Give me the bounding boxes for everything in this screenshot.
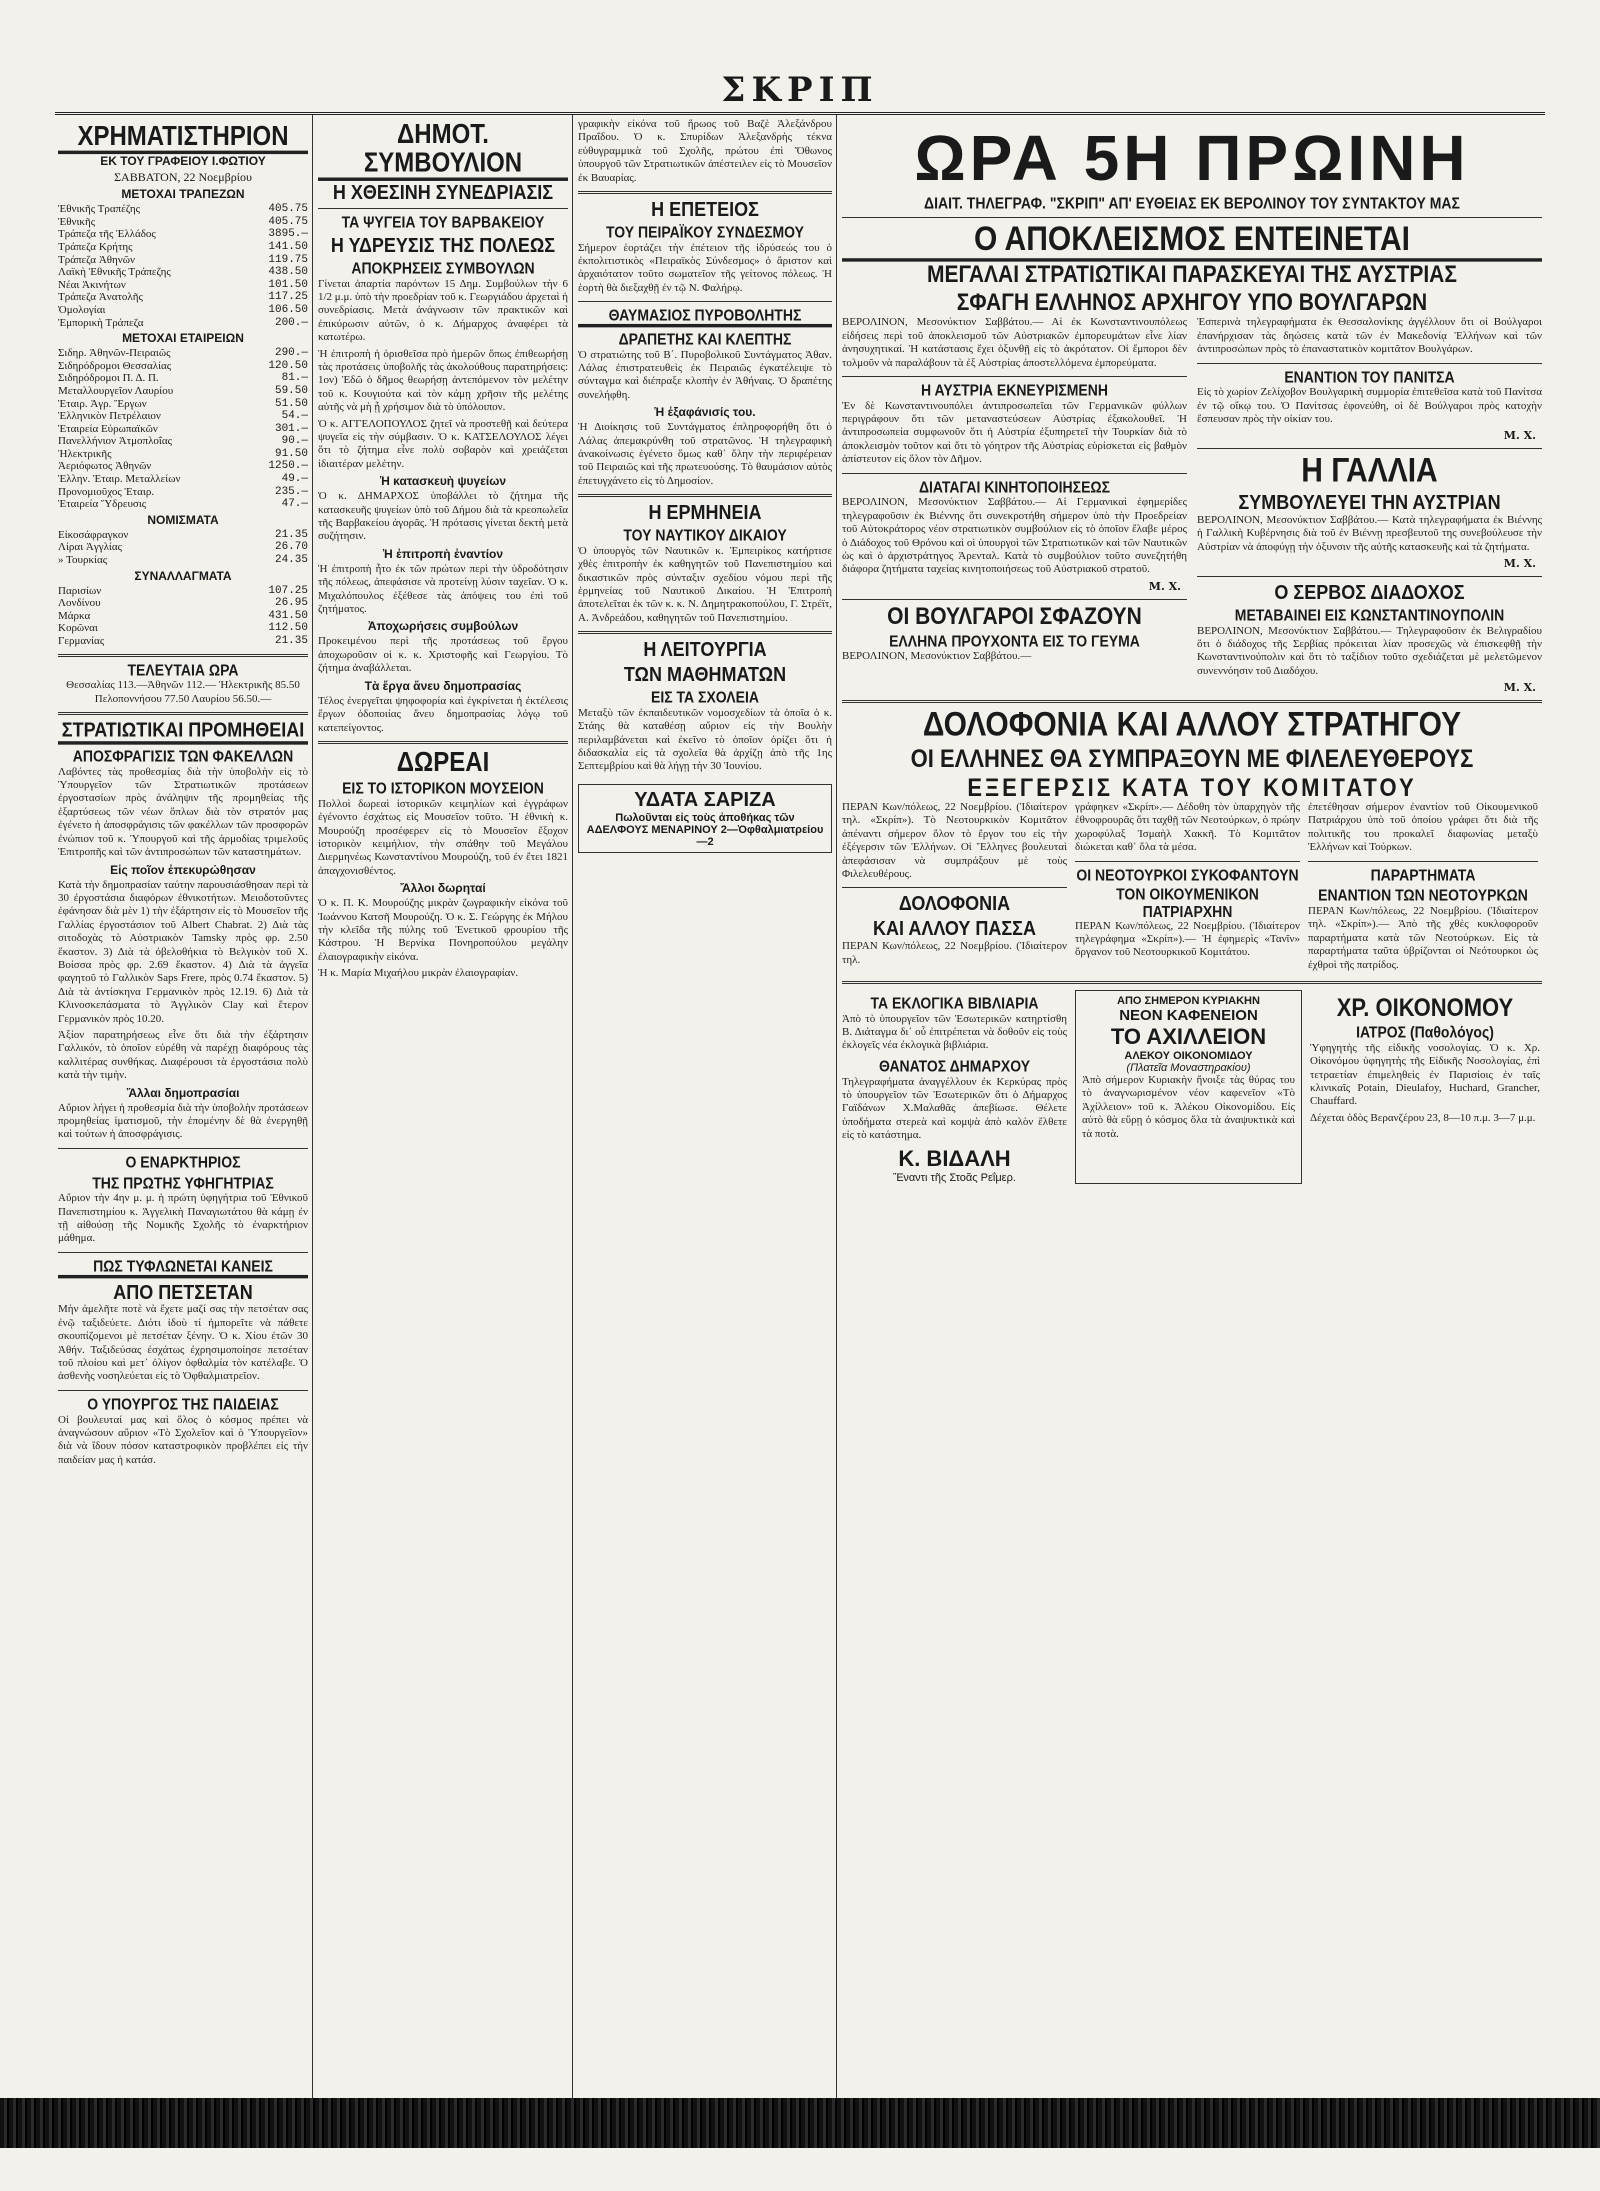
ad-water-title: ΥΔΑΤΑ ΣΑΡΙΖΑ (634, 788, 776, 811)
ad-doctor-title: ΙΑΤΡΟΣ (Παθολόγος) (1356, 1022, 1494, 1042)
column-divider (572, 115, 573, 2100)
subheading-disappearance: Ἡ ἐξαφάνισίς του. (654, 405, 756, 420)
price-label: Ἑταιρ. Ἀγρ. Ἔργων (58, 397, 147, 410)
price-value: 112.50 (268, 622, 308, 635)
price-label: Μάρκα (58, 609, 91, 622)
subheading-donors: Ἄλλοι δωρηταί (400, 881, 486, 896)
price-value: 49.— (281, 473, 308, 486)
ad-cafe-text: Ἀπὸ σήμερον Κυριακὴν ἤνοιξε τὰς θύρας του τὸ ἀναγνωρισμένον νέον καφενεῖον «Τὸ Ἀχίλλειον» τοῦ κ. Ἀλέκου Οἰκονομίδου. Εἰς αὐτὸ θὰ εὕρῃ ὁ κόσμος ὅλα τὰ ἀναψυκτικὰ καὶ τὰ ποτὰ. (1082, 1073, 1295, 1140)
price-label: Σιδηρόδρομοι Π. Δ. Π. (58, 372, 159, 385)
headline-bulgarians-sub: ΕΛΛΗΝΑ ΠΡΟΥΧΟΝΤΑ ΕΙΣ ΤΟ ΓΕΥΜΑ (889, 631, 1140, 650)
headline-booklets: ΤΑ ΕΚΛΟΓΙΚΑ ΒΙΒΛΙΑΡΙΑ (870, 993, 1039, 1013)
article-assassination: ΠΕΡΑΝ Κων/πόλεως, 22 Νοεμβρίου. (Ἰδιαίτερον τηλ. (842, 940, 1067, 966)
ad-cafe-title: ΝΕΟΝ ΚΑΦΕΝΕΙΟΝ (1119, 1006, 1258, 1024)
price-row (58, 473, 308, 486)
ad-water-text: Πωλοῦνται εἰς τοὺς ἀποθήκας τῶν ΑΔΕΛΦΟΥΣ ΜΕΝΑΡΙΝΟΥ 2—Ὀφθαλμιατρείου—2 (586, 811, 824, 848)
price-row (58, 254, 308, 267)
signature: Μ. Χ. (1503, 681, 1536, 695)
article-macedonia: Ἐσπερινὰ τηλεγραφήματα ἐκ Θεσσαλονίκης ἀγγέλλουν ὅτι οἱ Βούλγαροι ἐπανήρχισαν τὰς δηώσεις κατὰ τῶν ἐν Μακεδονίᾳ Ἑλλήνων καὶ τῶν ἀντιπροσώπων πρὸς τὸ ἐπαναστατικὸν κομιτᾶτον Βουλγάρων. (1197, 316, 1542, 356)
price-value: 106.50 (268, 303, 308, 316)
subheading-offers: Εἰς ποῖον ἐπεκυρώθησαν (110, 862, 256, 877)
article-council-5: Ἡ ἐπιτροπὴ ἦτο ἐκ τῶν πρώτων περὶ τὴν ὑδροδότησιν τῆς πόλεως, ἀπεφάσισε νὰ προτείνῃ λύσιν ταχεῖαν. Ὁ κ. Μιχαλόπουλος ἐξέθεσε τὰς ἀπόψεις του ἐπὶ τοῦ ζητήματος. (318, 562, 568, 616)
price-value: 431.50 (268, 609, 308, 622)
headline-slaughter: ΣΦΑΓΗ ΕΛΛΗΝΟΣ ΑΡΧΗΓΟΥ ΥΠΟ ΒΟΥΛΓΑΡΩΝ (956, 289, 1428, 316)
headline-towel-sub: ΑΠΟ ΠΕΤΣΕΤΑΝ (113, 1279, 253, 1303)
article-council-4: Ὁ κ. ΔΗΜΑΡΧΟΣ ὑποβάλλει τὸ ζήτημα τῆς κατασκευῆς ψυγείων ὑπὸ τοῦ Δήμου διὰ τὰ κρεοπωλεῖα τῆς Βαρβακείου ἀγορᾶς. Ἡ πρότασις γίνεται δεκτὴ μετὰ συζήτησιν. (318, 490, 568, 543)
column-market (58, 118, 308, 2093)
headline-blockade: Ο ΑΠΟΚΛΕΙΣΜΟΣ ΕΝΤΕΙΝΕΤΑΙ (842, 221, 1542, 261)
price-row (58, 541, 308, 554)
price-label: Νέαι Ἀκινήτων (58, 278, 126, 291)
ad-doctor-text: Ὑφηγητὴς τῆς εἰδικῆς νοσολογίας. Ὁ κ. Χρ. Οἰκονόμου ὑφηγητὴς τῆς Εἰδικῆς Νοσολογίας, ἐπὶ τετραετίαν ἐπιμεληθεὶς ἐν Παρισίοις ἐν ταῖς κλινικαῖς Potain, Dieulafoy, Huchard, Grancher, Chauffard. (1310, 1041, 1540, 1108)
price-row (58, 635, 308, 648)
price-value: 47.— (281, 498, 308, 511)
headline-slander: ΟΙ ΝΕΟΤΟΥΡΚΟΙ ΣΥΚΟΦΑΝΤΟΥΝ (1076, 865, 1299, 884)
article-offers: Κατὰ τὴν δημοπρασίαν ταύτην παρουσιάσθησαν περὶ τὰ 30 ἐργοστάσια διαφόρων ἐθνικοτήτων. Μειοδοτοῦντες ἐφάνησαν διὰ μὲν 1) τὴν ἐξάρτησιν εἰς τὸ Μουσεῖον τῆς Γαλλίας ἐργοστάσιον τοῦ Albert Chabrat. 2) Διὰ τὰς σιτοδοχὰς τὸ Αὐστριακὸν Tamsky πρὸς φρ. 2.50 ἕκαστον. 3) Διὰ τὰ ὀβελοθήκια τὸ Βελγικὸν τοῦ Χ. Βοίσσα πρὸς φρ. 2.69 ἕκαστον. 4) Διὰ τὰ ἀγγεῖα φαγητοῦ τὸ Γαλλικὸν Saps Frere, πρὸς 0.74 ἕκαστον. 5) Διὰ τὰ ἀντίσκηνα Γερμανικὸν πρὸς 12.19. 6) Διὰ τὰ Κλινοσκεπάσματα τὸ Ἀγγλικὸν Clay καὶ ἕτερον Γερμανικὸν πρὸς 10.20. (58, 878, 308, 1025)
telegrams-left (842, 316, 1187, 694)
headline-lessons: Η ΛΕΙΤΟΥΡΓΙΑ (643, 637, 767, 661)
headline-fridges: ΤΑ ΨΥΓΕΙΑ ΤΟΥ ΒΑΡΒΑΚΕΙΟΥ (341, 213, 545, 232)
article-donors: Ὁ κ. Π. Κ. Μουρούζης μικρὰν ζωγραφικὴν εἰκόνα τοῦ Ἰωάννου Κατσῆ Μουρούζη. Ὁ κ. Σ. Γεώργης ἐκ Μήλου τὴν κλεῖδα τῆς πύλης τοῦ Ἐνετικοῦ φρουρίου τῆς Κάστρου. Ἡ Βερνίκα Πονηροπούλου μεγάλην ἐλαιογραφικὴν εἰκόνα. (318, 897, 568, 963)
price-value: 90.— (281, 435, 308, 448)
price-label: Γερμανίας (58, 635, 105, 647)
headline-museum: ΕΙΣ ΤΟ ΙΣΤΟΡΙΚΟΝ ΜΟΥΣΕΙΟΝ (342, 778, 544, 798)
price-label: Λίραι Ἀγγλίας (58, 541, 122, 554)
price-row (58, 304, 308, 317)
article-council-3: Ὁ κ. ΑΓΓΕΛΟΠΟΥΛΟΣ ζητεῖ νὰ προστεθῇ καὶ δεύτερα ψυγεῖα εἰς τὴν σύμβασιν. Ὁ κ. ΚΑΤΣΕΛΟΥΛΟΣ λέγει ὅτι τὸ ζήτημα εἶνε πολὺ σοβαρὸν καὶ χρειάζεται ἰδιαιτέραν μελέτην. (318, 417, 568, 470)
price-value: 54.— (281, 410, 308, 423)
ad-doctor-hours: Δέχεται ὁδὸς Βερανζέρου 23, 8—10 π.μ. 3—7 μ.μ. (1310, 1111, 1536, 1124)
divider (318, 741, 568, 744)
price-label: Ἑλληνικὸν Πετρέλαιον (58, 410, 161, 423)
price-label: Παρισίων (58, 584, 102, 597)
headline-france: Η ΓΑΛΛΙΑ (1301, 451, 1438, 490)
subheading-withdrawals: Ἀποχωρήσεις συμβούλων (367, 619, 519, 634)
ad-cafe-owner: ΑΛΕΚΟΥ ΟΙΚΟΝΟΜΙΔΟΥ (1124, 1049, 1253, 1062)
divider (842, 473, 1187, 474)
divider (842, 599, 1187, 600)
column-council (318, 118, 568, 2093)
article-naval-law: Ὁ ὑπουργὸς τῶν Ναυτικῶν κ. Ἐμπειρίκος κατήρτισε χθὲς ἐπιτροπὴν ἐκ καθηγητῶν τοῦ Πανεπιστημίου καὶ δικαστικῶν πρὸς σύνταξιν σχεδίου νόμου περὶ τῆς ἑρμηνείας τοῦ Ναυτικοῦ Δικαίου. Ἡ Ἐπιτροπὴ ἀποτελεῖται ἐκ τῶν κ. κ. Ν. Δημητρακοπούλου, Γ. Στρέϊτ, Α. Ἀνδρεάδου, καθηγητῶν τοῦ Πανεπιστημίου. (578, 544, 832, 624)
price-value: 21.35 (274, 635, 308, 647)
price-label: Λονδίνου (58, 597, 101, 610)
bank-shares-list (58, 203, 308, 329)
article-towel: Μὴν ἀμελῆτε ποτὲ νὰ ἔχετε μαζί σας τὴν πετσέταν σας ἐνῷ ταξιδεύετε. Διότι ἰδοὺ τί ἠμπορεῖτε νὰ πάθετε σκουπίζομενοι μὲ πετσέταν ξένην. Ὁ κ. Χίου ἐτῶν 30 Ἀθήν. Ταξιδεύσας ἐσχάτως ἐχρησιμοποίησε πετσέταν τοῦ πλοίου καὶ μετ᾽ ὀλίγον ὀφθαλμία τὸν κατέλαβε. Ὁ ἀσθενὴς νοσηλεύεται εἰς τὸ Ὀφθαλμιατρεῖον. (58, 1303, 308, 1383)
headline-gunner: ΘΑΥΜΑΣΙΟΣ ΠΥΡΟΒΟΛΗΤΗΣ (578, 307, 832, 327)
price-label: Ἀεριόφωτος Ἀθηνῶν (58, 460, 152, 473)
price-row (58, 228, 308, 241)
price-value: 438.50 (268, 266, 308, 279)
price-label: Ἑταιρεία Ὕδρευσις (58, 498, 147, 511)
price-value: 24.35 (274, 554, 308, 567)
article-council-1: Γίνεται ἀπαρτία παρόντων 15 Δημ. Συμβούλων τὴν 6 1/2 μ.μ. ὑπὸ τὴν προεδρίαν τοῦ κ. Γεωργιάδου ἀρχεταὶ ἡ συνεδρίασις. Μετὰ ἀνάγνωσιν τῶν πρακτικῶν καὶ ἐπικύρωσιν αὐτῶν, ὁ κ. Δήμαρχος ἀναφέρει τὰ κατωτέρω. (318, 277, 568, 344)
banner-headline: ΩΡΑ 5Η ΠΡΩΙΝΗ (914, 122, 1470, 194)
article-austria: Ἐν δὲ Κωνσταντινουπόλει ἀντιπροσωπεῖαι τῶν Γερμανικῶν φύλλων περιγράφουν ὅτι τῶν μεταναστεύσεων Αὐστρίας ἐξακολουθεῖ. Ἡ ἀντιπροσωπεία συμφωνοῦν ὅτι ἡ Αὐστρία ἐξυπηρετεῖ τὴν Τουρκίαν διὰ τὸ ἀποκλεισμὸν τοῦτον καὶ ὅτι τὸ γόητρον τῆς Αὐστρίας εὑρίσκεται εἰς βαθμὸν ἀπίστευτον εἰς ὅλον τὸν Δῆμον. (842, 399, 1187, 466)
price-label: Μεταλλουργεῖον Λαυρίου (58, 384, 174, 397)
article-council-7: Τέλος ἐνεργεῖται ψηφοφορία καὶ ἐγκρίνεται ἡ ἐκτέλεσις ἔργων ὁδοποιίας ἄνευ δημοπρασίας λόγῳ τοῦ κατεπείγοντος. (318, 694, 568, 734)
headline-anniversary: Η ΕΠΕΤΕΙΟΣ (651, 197, 759, 221)
headline-slander-sub: ΤΟΝ ΟΙΚΟΥΜΕΝΙΚΟΝ ΠΑΤΡΙΑΡΧΗΝ (1116, 884, 1259, 921)
divider (1075, 861, 1300, 862)
signature: Μ. Χ. (1148, 579, 1181, 593)
price-row (58, 398, 308, 411)
price-value: 120.50 (268, 359, 308, 372)
column-divider (312, 115, 313, 2100)
price-row (58, 460, 308, 473)
divider (1308, 861, 1538, 862)
subheading-fridges: Ἡ κατασκευὴ ψυγείων (379, 474, 507, 489)
revolt-row (842, 801, 1542, 975)
price-row (58, 448, 308, 461)
bottom-col-1 (842, 990, 1067, 1184)
price-label: Τράπεζα Κρήτης (58, 240, 133, 253)
divider (842, 217, 1542, 218)
ad-vidali: Κ. ΒΙΔΑΛΗ (898, 1145, 1011, 1171)
price-value: 51.50 (274, 397, 308, 410)
divider (578, 191, 832, 194)
article-france: ΒΕΡΟΛΙΝΟΝ, Μεσονύκτιον Σαββάτου.— Κατὰ τηλεγραφήματα ἐκ Βιέννης ἡ Γαλλικὴ Κυβέρνησις διὰ τοῦ ἐν Βιέννῃ πρεσβευτοῦ της συνεβούλευσε τὴν Αὐστρίαν νὰ ἀποφύγῃ τὴν ὀξυνσιν τῆς αὐτῆς κατασκευῆς καὶ τὰ ζητήματα. (1197, 513, 1542, 553)
divider (842, 376, 1187, 377)
ad-cafe-name: ΤΟ ΑΧΙΛΛΕΙΟΝ (1110, 1023, 1267, 1049)
price-row (58, 372, 308, 385)
price-row (58, 291, 308, 304)
divider (578, 631, 832, 634)
headline-serbian: Ο ΣΕΡΒΟΣ ΔΙΑΔΟΧΟΣ (1274, 580, 1465, 604)
column-divider (836, 115, 837, 2100)
price-row (58, 410, 308, 423)
headline-military-sub: ΑΠΟΣΦΡΑΓΙΣΙΣ ΤΩΝ ΦΑΚΕΛΛΩΝ (72, 746, 294, 766)
price-row (58, 554, 308, 567)
advertisement-water (578, 784, 832, 853)
headline-panitsa: ΕΝΑΝΤΙΟΝ ΤΟΥ ΠΑΝΙΤΣΑ (1284, 367, 1455, 386)
price-value: 405.75 (268, 203, 308, 216)
divider (1197, 363, 1542, 364)
price-row (58, 486, 308, 499)
column-misc (578, 118, 832, 2093)
headline-interpretation: Η ΕΡΜΗΝΕΙΑ (648, 500, 762, 524)
divider (1197, 448, 1542, 449)
price-value: 117.25 (268, 291, 308, 304)
company-shares-list (58, 347, 308, 511)
price-label: Ἐθνικῆς Τραπέζης (58, 203, 141, 216)
headline-mobilization: ΔΙΑΤΑΓΑΙ ΚΙΝΗΤΟΠΟΙΗΣΕΩΣ (918, 477, 1111, 496)
divider (1197, 576, 1542, 577)
last-hour-title: ΤΕΛΕΥΤΑΙΑ ΩΡΑ (127, 660, 239, 679)
price-label: Τράπεζα τῆς Ἑλλάδος (58, 228, 156, 241)
article-council-6: Προκειμένου περὶ τῆς προτάσεως τοῦ ἔργου ἀποχωροῦσιν οἱ κ. κ. Χριστοφῆς καὶ Γεωργίου. Τὸ ζήτημα ἀναβάλλεται. (318, 635, 568, 675)
price-value: 119.75 (268, 253, 308, 266)
price-row (58, 241, 308, 254)
ad-doctor: ΧΡ. ΟΙΚΟΝΟΜΟΥ (1336, 993, 1514, 1022)
divider (58, 712, 308, 715)
signature: Μ. Χ. (1503, 429, 1536, 443)
price-row (58, 279, 308, 292)
headline-minister: Ο ΥΠΟΥΡΓΟΣ ΤΗΣ ΠΑΙΔΕΙΑΣ (87, 1394, 279, 1413)
price-row (58, 385, 308, 398)
headline-mayor: ΘΑΝΑΤΟΣ ΔΗΜΑΡΧΟΥ (878, 1056, 1031, 1075)
price-row (58, 266, 308, 279)
article-lessons: Μεταξὺ τῶν ἐκπαιδευτικῶν νομοσχεδίων τὰ ὁποῖα ὁ κ. Στάης θὰ καταθέσῃ αὔριον εἰς τὴν Βουλὴν περιλαμβάνεται καὶ ἐκεῖνο τὸ ὁποῖον ὁρίζει ὅτι ἡ διδασκαλία εἰς τὰ σχολεῖα θὰ ἀρχίζῃ ἀπὸ τῆς 1ης Σεπτεμβρίου καὶ θὰ λήγῃ τὴν 30 Ἰουνίου. (578, 706, 832, 773)
price-row (58, 622, 308, 635)
article-disappearance: Ἡ Διοίκησις τοῦ Συντάγματος ἐπληροφορήθη ὅτι ὁ Λάλας ἀπεμακρύνθη τοῦ στρατῶνος. Ἡ τηλεγραφικὴ ἀνακοίνωσις ἐγένετο ὅμως καθ᾽ ὅλην τὴν περιφέρειαν τοῦ Πειραιῶς καὶ τῆς πρωτευούσης. Τὸ θαυμάσιον αὐτὸς ἐπετυγχάνετο εἰς τὸ Δημοσίον. (578, 421, 832, 487)
article-continued: γραφικὴν εἰκόνα τοῦ ἥρωος τοῦ Βαζὲ Ἀλεξάνδρου Πραΐδου. Ὁ κ. Σπυρίδων Ἀλεξανδρὴς τέκνα εὐθυγραμμικὰ τοῦ Σχολῆς, πρώτου ἐπὶ Ὄθωνος ὑπουργοῦ τῶν Στρατιωτικῶν ἀπέστειλεν εἰς τὸ Μουσεῖον ἐκ Βαυαρίας. (578, 118, 832, 184)
price-value: 141.50 (268, 240, 308, 253)
article-fugitive: Ὁ στρατιώτης τοῦ Β΄. Πυροβολικοῦ Συντάγματος Ἀθαν. Λάλας ἐπιστρατευθεὶς ἐκ Πειραιῶς ἐγκατέλειψε τὸ σύνταγμα καὶ διέπραξε κλοπὴν ἐν Ἀθήναις. Ὁ δραπέτης συνελήφθη. (578, 348, 832, 401)
ad-cafe (1075, 990, 1302, 1184)
price-row (58, 529, 308, 542)
coins-list (58, 529, 308, 567)
revolt-col-3 (1308, 801, 1538, 975)
last-hour-text: Θεσσαλίας 113.—Ἀθηνῶν 112.— Ἠλεκτρικῆς 85.50 Πελοποννήσου 77.50 Λαυρίου 56.50.— (66, 679, 300, 705)
article-slander: ΠΕΡΑΝ Κων/πόλεως, 22 Νοεμβρίου. (Ἰδιαίτερον τηλεγράφημα «Σκρίπ»).— Ἡ ἐφημερὶς «Τανῖν» ὄργανον τοῦ Νεοτουρκικοῦ Κομιτάτου. (1075, 919, 1300, 959)
scan-edge-strip (0, 2098, 1600, 2148)
price-row (58, 610, 308, 623)
article-serbian: ΒΕΡΟΛΙΝΟΝ, Μεσονύκτιον Σαββάτου.— Τηλεγραφοῦσιν ἐκ Βελιγραδίου ὅτι ὁ διάδοχος τῆς Σερβίας πρόκειται λίαν προσεχῶς νὰ ἐπισκεφθῇ τὴν Κωνσταντινούπολιν καὶ ὅτι τὸ ταξίδιον τοῦτο σχεδιάζεται μὲ μελετῶμενον συνεννόησιν τοῦ Διαδόχου. (1197, 624, 1542, 677)
headline-austria-prep: ΜΕΓΑΛΑΙ ΣΤΡΑΤΙΩΤΙΚΑΙ ΠΑΡΑΣΚΕΥΑΙ ΤΗΣ ΑΥΣΤΡΙΑΣ (927, 261, 1457, 288)
price-value: 21.35 (274, 528, 308, 541)
heading-exchange: ΣΥΝΑΛΛΑΓΜΑΤΑ (134, 568, 232, 583)
telegrams-right (1197, 316, 1542, 694)
headline-lecture-sub: ΤΗΣ ΠΡΩΤΗΣ ΥΦΗΓΗΤΡΙΑΣ (92, 1173, 274, 1192)
bottom-col-3 (1310, 990, 1540, 1184)
market-title: ΧΡΗΜΑΤΙΣΤΗΡΙΟΝ (58, 122, 308, 154)
article-bulgarians: ΒΕΡΟΛΙΝΟΝ, Μεσονύκτιον Σαββάτου.— (842, 650, 1032, 663)
ad-cafe-location: (Πλατεῖα Μοναστηρακίου) (1126, 1061, 1251, 1074)
price-value: 405.75 (268, 215, 308, 228)
divider (842, 887, 1067, 888)
headline-france-sub: ΣΥΜΒΟΥΛΕΥΕΙ ΤΗΝ ΑΥΣΤΡΙΑΝ (1238, 490, 1501, 514)
price-value: 290.— (274, 347, 308, 360)
price-row (58, 216, 308, 229)
headline-leaflets: ΠΑΡΑΡΤΗΜΑΤΑ (1370, 865, 1476, 884)
headline-council: ΔΗΜΟΤ. ΣΥΜΒΟΥΛΙΟΝ (318, 120, 568, 181)
price-label: Προνομιοῦχος Ἑταιρ. (58, 485, 155, 498)
headline-resignations: ΑΠΟΚΡΗΣΕΙΣ ΣΥΜΒΟΥΛΩΝ (351, 258, 535, 277)
market-date: ΣΑΒΒΑΤΟΝ, 22 Νοεμβρίου (114, 170, 252, 185)
article-revolt-b: γράφηκεν «Σκρίπ».— Δέδοθη τὸν ὑπαρχηγὸν τῆς ἐθνοφρουρᾶς ὅτι ταχθῇ τῶν Νεοτούρκων, ὁ πρώην χωροφύλαξ Ἰσμαὴλ Χακκῆ. Τὸ Κομιτᾶτον διώκεται καθ᾽ ὅλα τὰ μέσα. (1075, 800, 1300, 854)
headline-revolt: ΕΞΕΓΕΡΣΙΣ ΚΑΤΑ ΤΟΥ ΚΟΜΙΤΑΤΟΥ (967, 772, 1417, 802)
price-label: Ἑλλην. Ἑταιρ. Μεταλλείων (58, 473, 181, 486)
divider (842, 700, 1542, 703)
masthead-rule (55, 112, 1545, 115)
subheading-works: Τὰ ἔργα ἄνευ δημοπρασίας (364, 678, 522, 693)
headline-military: ΣΤΡΑΤΙΩΤΙΚΑΙ ΠΡΟΜΗΘΕΙΑΙ (58, 719, 308, 744)
heading-bank-shares: ΜΕΤΟΧΑΙ ΤΡΑΠΕΖΩΝ (121, 187, 245, 202)
divider (842, 981, 1542, 984)
price-row (58, 498, 308, 511)
price-value: 26.70 (274, 541, 308, 554)
headline-bulgarians: ΟΙ ΒΟΥΛΓΑΡΟΙ ΣΦΑΖΟΥΝ (887, 602, 1142, 630)
price-row (58, 585, 308, 598)
bottom-row (842, 990, 1542, 1184)
article-leaflets: ΠΕΡΑΝ Κων/πόλεως, 22 Νοεμβρίου. (Ἰδιαίτερον τηλ. «Σκρίπ»).— Ἀπὸ τῆς χθὲς κυκλοφοροῦν παραρτήματα κατὰ τῶν Νεοτούρκων. Εἰς τὰ παραρτήματα ταῦτα ὑβρίζονται οἱ Νεότουρκοι ὡς ἐχθροὶ τῆς πατρίδος. (1308, 904, 1538, 971)
article-donations: Πολλοὶ δωρεαὶ ἱστορικῶν κειμηλίων καὶ ἐγγράφων ἐγένοντο ἐσχάτως εἰς Μουσεῖον τοῦτο. Ἡ ἐθνικὴ κ. Μουρούζη προσέφερεν εἰς τὸ Μουσεῖον ἔξοχον ἱστορικὸν κειμήλιον, τὴν σπάθην τοῦ Μεγάλου Διερμηνέως Κωνσταντίνου Μουρούζη, τοῦ ἐν ἔτει 1821 ἀπαγχονισθέντος. (318, 797, 568, 877)
headline-murder-general: ΔΟΛΟΦΟΝΙΑ ΚΑΙ ΑΛΛΟΥ ΣΤΡΑΤΗΓΟΥ (922, 705, 1462, 744)
headline-serbian-sub: ΜΕΤΑΒΑΙΝΕΙ ΕΙΣ ΚΩΝΣΤΑΝΤΙΝΟΥΠΟΛΙΝ (1234, 605, 1505, 625)
price-label: Πανελλήνιον Ἀτμοπλοΐας (58, 435, 173, 448)
divider (318, 208, 568, 209)
headline-donations: ΔΩΡΕΑΙ (396, 746, 490, 778)
price-row (58, 203, 308, 216)
price-row (58, 317, 308, 330)
article-revolt-c: ἐπετέθησαν σήμερον ἐναντίον τοῦ Οἰκουμενικοῦ Πατριάρχου ὑπὸ τοῦ ὁποίου γράφει ὅτι διὰ τῆς πολιτικῆς του προκαλεῖ διαφωνίας μεταξὺ Ἑλλήνων καὶ Τούρκων. (1308, 800, 1538, 854)
article-panitsa: Εἰς τὸ χωρίον Ζελίχοβον Βουλγαρικὴ συμμορία ἐπιτεθεῖσα κατὰ τοῦ Πανίτσα ἐν τῷ οἴκῳ του. Ὁ Πανίτσας ἐφονεύθη, οἱ δὲ Βούλγαροι πρὸς κατοχὴν ἔσπευσαν πρὸς τὴν οἰκίαν του. (1197, 386, 1542, 425)
exchange-list (58, 585, 308, 648)
divider (58, 654, 308, 657)
headline-lecture: Ο ΕΝΑΡΚΤΗΡΙΟΣ (125, 1152, 241, 1171)
article-revolt-a: ΠΕΡΑΝ Κων/πόλεως, 22 Νοεμβρίου. (Ἰδιαίτερον τηλ. «Σκρίπ»). Τὸ Νεοτουρκικὸν Κομιτᾶτον ἀπέναντι σήμερον ὅλον τὸ ἔργον του εἰς τὴν ἐξέγερσιν τῶν Ἑλλήνων. Οἱ Ἕλληνες βουλευταὶ ἀπεφάσισαν νὰ συμπράξουν μὲ τοὺς Φιλελευθέρους. (842, 800, 1067, 880)
headline-naval-law: ΤΟΥ ΝΑΥΤΙΚΟΥ ΔΙΚΑΙΟΥ (623, 525, 787, 545)
article-auctions: Αὔριον λήγει ἡ προθεσμία διὰ τὴν ὑποβολὴν προτάσεων προμηθείας ἱματισμοῦ, τὴν ἑπομένην δὲ θὰ ἐνεργηθῇ καὶ τούτων ἡ ἀποσφράγισις. (58, 1101, 308, 1141)
price-label: Ἐμπορικὴ Τράπεζα (58, 316, 144, 329)
headline-water: Η ΥΔΡΕΥΣΙΣ ΤΗΣ ΠΟΛΕΩΣ (330, 233, 556, 257)
price-label: Ἑταιρεία Εὐρωπαϊκῶν (58, 422, 158, 435)
headline-lessons-2: ΤΩΝ ΜΑΘΗΜΑΤΩΝ (623, 662, 787, 686)
article-offers-2: Ἀξίον παρατηρήσεως εἶνε ὅτι διὰ τὴν ἐξάρτησιν Γαλλικόν, τὸ ὁποῖον εὑρέθη νὰ παρέχῃ διαφόρους τὰς καλλιτέρας συνθήκας. Διαφέρουσι τὰ ἐργοστάσια πολὺ κατὰ τὴν τιμὴν. (58, 1028, 308, 1082)
divider (578, 301, 832, 302)
divider (58, 1148, 308, 1149)
headline-lessons-3: ΕΙΣ ΤΑ ΣΧΟΛΕΙΑ (651, 687, 759, 707)
article-council-2: Ἡ ἐπιτροπὴ ἡ ὁρισθεῖσα πρὸ ἡμερῶν ὅπως ἐπιθεωρήσῃ τὰς προτάσεις ὑποβολῆς τὰς ἀκολούθους παρατηρήσεις: 1ον) Ἐδῶ ὁ δῆμος θεωρήσῃ ἀντεπόμενον τὸν μελέτην τοῦ κ. Κουγιούτα καὶ τὸν κάμῃ χρῆσιν τῆς μελέτης αὐτῆς νὰ μὴ ᾗ χρήσιμον διὰ τὸ ὑπόλοιπον. (318, 347, 568, 414)
price-value: 235.— (274, 485, 308, 498)
price-label: Ἠλεκτρικῆς (58, 447, 112, 460)
price-label: Σιδηρόδρομοι Θεσσαλίας (58, 359, 172, 372)
price-label: Ὁμολογίαι (58, 303, 106, 316)
headline-towel: ΠΩΣ ΤΥΦΛΩΝΕΤΑΙ ΚΑΝΕΙΣ (58, 1258, 308, 1278)
price-row (58, 597, 308, 610)
price-value: 101.50 (268, 278, 308, 291)
article-military: Λαβόντες τὰς προθεσμίας διὰ τὴν ὑποβολὴν εἰς τὸ Ὑπουργεῖον τῶν Στρατιωτικῶν προτάσεων ἐργοστασίων πρὸς ἀνάληψιν τῆς προμηθείας τῆς ἐξαρτύσεως τῶν νέων ὅπλων διὰ τὸν στρατόν μας ἐγένετο ἡ ἀποσφράγισις τῶν φακέλλων τῶν προσφορῶν ἐνώπιον τοῦ κ. Ὑπουργοῦ καὶ τῆς ἁρμοδίας τριμελοῦς Ἐπιτροπῆς καὶ τῶν ἀντιπροσώπων τῶν καταστημάτων. (58, 765, 308, 859)
market-source: ΕΚ ΤΟΥ ΓΡΑΦΕΙΟΥ Ι.ΦΩΤΙΟΥ (100, 154, 266, 169)
banner-subtitle: ΔΙΑΙΤ. ΤΗΛΕΓΡΑΦ. "ΣΚΡΙΠ" ΑΠ' ΕΥΘΕΙΑΣ ΕΚ ΒΕΡΟΛΙΝΟΥ ΤΟΥ ΣΥΝΤΑΚΤΟΥ ΜΑΣ (924, 193, 1460, 213)
subheading-auctions: Ἄλλαι δημοπρασίαι (126, 1085, 240, 1100)
price-label: Εἰκοσάφραγκον (58, 528, 129, 541)
price-row (58, 360, 308, 373)
section-telegrams (842, 118, 1542, 2093)
divider (58, 1390, 308, 1391)
divider (58, 1252, 308, 1253)
article-mobilization: ΒΕΡΟΛΙΝΟΝ, Μεσονύκτιον Σαββάτου.— Αἱ Γερμανικαὶ ἐφημερίδες τηλεγραφοῦσιν ἐκ Βιέννης ὅτι συνεκροτήθη σήμερον ὑπὸ τὴν Προεδρείαν τοῦ Αὐτοκράτορος νέον στρατιωτικὸν συμβούλιον εἰς τὸ ὁποῖον ἔλαβε μέρος ὁ Διάδοχος τοῦ Θρόνου καὶ οἱ ὑπουργοὶ τῶν Στρατιωτικῶν καὶ τῶν Ναυτικῶν ὡς καὶ ὁ ἀρχιστράτηγος Ἀρενταλ. Κατὰ τὸ συμβούλιον τοῦτο συνεζητήθη διάφορα ζητήματα ταχείας κινητοποιήσεως τοῦ Αὐστριακοῦ στρατοῦ. (842, 496, 1187, 576)
telegrams-row-1 (842, 316, 1542, 694)
price-value: 107.25 (268, 584, 308, 597)
price-value: 200.— (274, 316, 308, 329)
headline-greeks-liberals: ΟΙ ΕΛΛΗΝΕΣ ΘΑ ΣΥΜΠΡΑΞΟΥΝ ΜΕ ΦΙΛΕΛΕΥΘΕΡΟΥΣ (910, 743, 1474, 773)
price-row (58, 423, 308, 436)
headline-assassination: ΔΟΛΟΦΟΝΙΑ (898, 891, 1011, 915)
headline-council-session: Η ΧΘΕΣΙΝΗ ΣΥΝΕΔΡΙΑΣΙΣ (332, 180, 554, 204)
price-value: 3895.— (268, 228, 308, 241)
revolt-col-2 (1075, 801, 1300, 975)
price-value: 91.50 (274, 447, 308, 460)
price-value: 1250.— (268, 460, 308, 473)
signature: Μ. Χ. (1503, 557, 1536, 571)
headline-assassination-sub: ΚΑΙ ΑΛΛΟΥ ΠΑΣΣΑ (873, 916, 1036, 940)
price-row (58, 347, 308, 360)
headline-piraeus: ΤΟΥ ΠΕΙΡΑΪΚΟΥ ΣΥΝΔΕΣΜΟΥ (605, 222, 804, 242)
revolt-col-1 (842, 801, 1067, 975)
article-booklets: Ἀπὸ τὸ ὑπουργεῖον τῶν Ἐσωτερικῶν κατηρτίσθη Β. Διάταγμα δι᾽ οὗ ἐπιτρέπεται νὰ δοθοῦν εἰς τοὺς ἐκλογεῖς νέα ἐκλογικὰ βιβλιάρια. (842, 1012, 1067, 1052)
price-label: Σιδηρ. Ἀθηνῶν-Πειραιῶς (58, 347, 171, 360)
ad-vidali-address: Ἔναντι τῆς Στοᾶς Ρεΐμερ. (893, 1171, 1016, 1184)
price-label: Τράπεζα Ἀθηνῶν (58, 253, 135, 266)
price-value: 26.95 (274, 597, 308, 610)
article-blockade: ΒΕΡΟΛΙΝΟΝ, Μεσονύκτιον Σαββάτου.— Αἱ ἐκ Κωνσταντινουπόλεως εἰδήσεις περὶ τοῦ ἀποκλεισμοῦ τῶν Αὐστριακῶν ἐμπορευμάτων εἶνε λίαν ἀνησυχητικαί. Ἡ κατάστασις ἔχει ὀξυνθῇ εἰς τὸ ἀκρότατον. Οἱ ἔμποροι δὲν τολμοῦν νὰ παραλάβουν τὰ ἐξ Αὐστρίας ἀποστελλόμενα ἐμπορεύματα. (842, 316, 1187, 369)
price-row (58, 435, 308, 448)
price-value: 301.— (274, 422, 308, 435)
article-lecture: Αὔριον τὴν 4ην μ. μ. ἡ πρώτη ὑφηγήτρια τοῦ Ἐθνικοῦ Πανεπιστημίου κ. Ἀγγελικὴ Παναγιωτάτου θὰ κάμῃ ἐν τῇ αἰθούσῃ τῆς Νομικῆς Σχολῆς τὸ ἐναρκτήριον μάθημα. (58, 1192, 308, 1245)
ad-cafe-top: ΑΠΟ ΣΗΜΕΡΟΝ ΚΥΡΙΑΚΗΝ (1117, 994, 1260, 1007)
article-anniversary: Σήμερον ἑορτάζει τὴν ἐπέτειον τῆς ἱδρύσεώς του ὁ ἐκπολιτιστικὸς «Πειραϊκὸς Σύνδεσμος» ὁ ἄριστον καὶ ἀρχαιότατον τοῦτο σωματεῖον τῆς γείτονος πόλεως. Ἡ ἑορτὴ θὰ διεξαχθῇ ἐν τῷ Ν. Φαλήρῳ. (578, 241, 832, 294)
article-minister: Οἱ βουλευταί μας καὶ ὅλος ὁ κόσμος πρέπει νὰ ἀναγνώσουν αὔριον «Τὸ Σχολεῖον καὶ ὁ Ὑπουργεῖον» διὰ νὰ ἴδουν πόσον καταστροφικὸν προβλέπει εἰς τὴν παιδείαν μας ἡ κατάσ. (58, 1413, 308, 1466)
price-value: 81.— (281, 372, 308, 385)
headline-leaflets-sub: ΕΝΑΝΤΙΟΝ ΤΩΝ ΝΕΟΤΟΥΡΚΩΝ (1318, 885, 1528, 905)
price-label: » Τουρκίας (58, 554, 108, 567)
price-value: 59.50 (274, 384, 308, 397)
price-label: Λαϊκὴ Ἐθνικῆς Τράπεζης (58, 266, 171, 279)
headline-austria-nervous: Η ΑΥΣΤΡΙΑ ΕΚΝΕΥΡΙΣΜΕΝΗ (921, 380, 1108, 400)
price-label: Ἐθνικῆς (58, 215, 96, 228)
heading-coins: ΝΟΜΙΣΜΑΤΑ (147, 512, 219, 527)
article-donors-2: Ἡ κ. Μαρία Μιχαήλου μικρὰν ἐλαιογραφίαν. (318, 967, 519, 980)
masthead: ΣΚΡΙΠ (721, 70, 879, 110)
subheading-committee: Ἡ ἐπιτροπὴ ἐναντίον (382, 546, 504, 561)
divider (578, 494, 832, 497)
article-mayor: Τηλεγραφήματα ἀναγγέλλουν ἐκ Κερκύρας πρὸς τὸ ὑπουργεῖον τῶν Ἐσωτερικῶν ὅτι ὁ Δήμαρχος Γαϊδάνων Χ.Μαλαθᾶς ἀπεβίωσε. Θέλετε ὑποδήματα στερεὰ καὶ κομψὰ ἀπὸ καλὸν ἔλθετε εἰς τὸ κατάστημα. (842, 1075, 1067, 1142)
price-label: Κορῶναι (58, 622, 98, 635)
heading-company-shares: ΜΕΤΟΧΑΙ ΕΤΑΙΡΕΙΩΝ (122, 331, 244, 346)
price-label: Τράπεζα Ἀνατολῆς (58, 291, 143, 304)
headline-fugitive: ΔΡΑΠΕΤΗΣ ΚΑΙ ΚΛΕΠΤΗΣ (618, 329, 792, 349)
